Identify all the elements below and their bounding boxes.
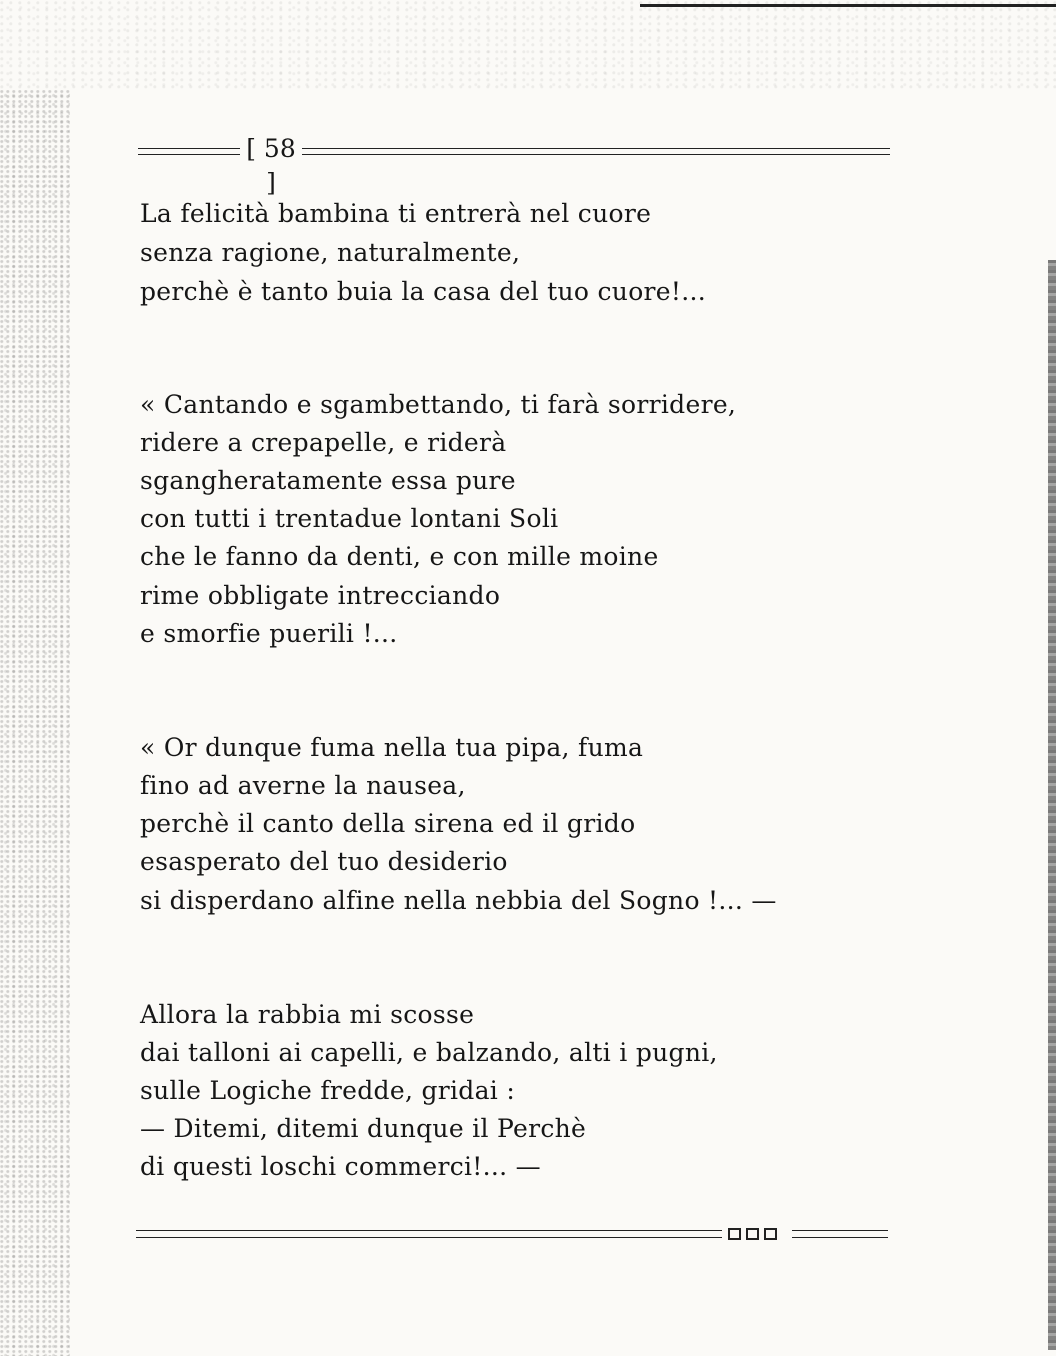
verse-line: perchè il canto della sirena ed il grido (140, 809, 636, 838)
verse-line: sulle Logiche fredde, gridai : (140, 1076, 516, 1105)
square-icon (746, 1228, 759, 1240)
verse-line: « Or dunque fuma nella tua pipa, fuma (140, 733, 644, 762)
page-number: [ 58 ] (246, 134, 296, 197)
footer-rule-left (136, 1230, 722, 1238)
square-icon (764, 1228, 777, 1240)
verse-line: che le fanno da denti, e con mille moine (140, 542, 659, 571)
verse-line: ridere a crepapelle, e riderà (140, 428, 507, 457)
verse-line: « Cantando e sgambettando, ti farà sorridere, (140, 390, 737, 419)
three-square-ornament-icon (728, 1226, 788, 1242)
scan-edge-top (640, 4, 1056, 7)
page-scan-edge-right (1048, 260, 1056, 1350)
verse-line: senza ragione, naturalmente, (140, 238, 521, 267)
verse-line: dai talloni ai capelli, e balzando, alti i pugni, (140, 1038, 718, 1067)
page-footer (136, 1224, 888, 1244)
verse-line: fino ad averne la nausea, (140, 771, 466, 800)
verse-line: con tutti i trentadue lontani Soli (140, 504, 559, 533)
verse-line: rime obbligate intrecciando (140, 581, 501, 610)
square-icon (728, 1228, 741, 1240)
verse-line: esasperato del tuo desiderio (140, 847, 508, 876)
verse-line: perchè è tanto buia la casa del tuo cuore!... (140, 277, 706, 306)
verse-line: La felicità bambina ti entrerà nel cuore (140, 199, 652, 228)
page-header (138, 132, 890, 197)
verse-line: e smorfie puerili !... (140, 619, 398, 648)
footer-rule-right (792, 1230, 888, 1238)
header-rule-right (302, 148, 890, 155)
verse-line: di questi loschi commerci!... — (140, 1152, 541, 1181)
verse-line: Allora la rabbia mi scosse (140, 1000, 475, 1029)
verse-line: si disperdano alfine nella nebbia del Sogno !... — (140, 886, 777, 915)
verse-line: sgangheratamente essa pure (140, 466, 516, 495)
header-rule-left (138, 148, 240, 155)
page-scan-noise-left (0, 90, 70, 1356)
verse-line: — Ditemi, ditemi dunque il Perchè (140, 1114, 587, 1143)
page-scan-noise-top (0, 0, 1056, 90)
